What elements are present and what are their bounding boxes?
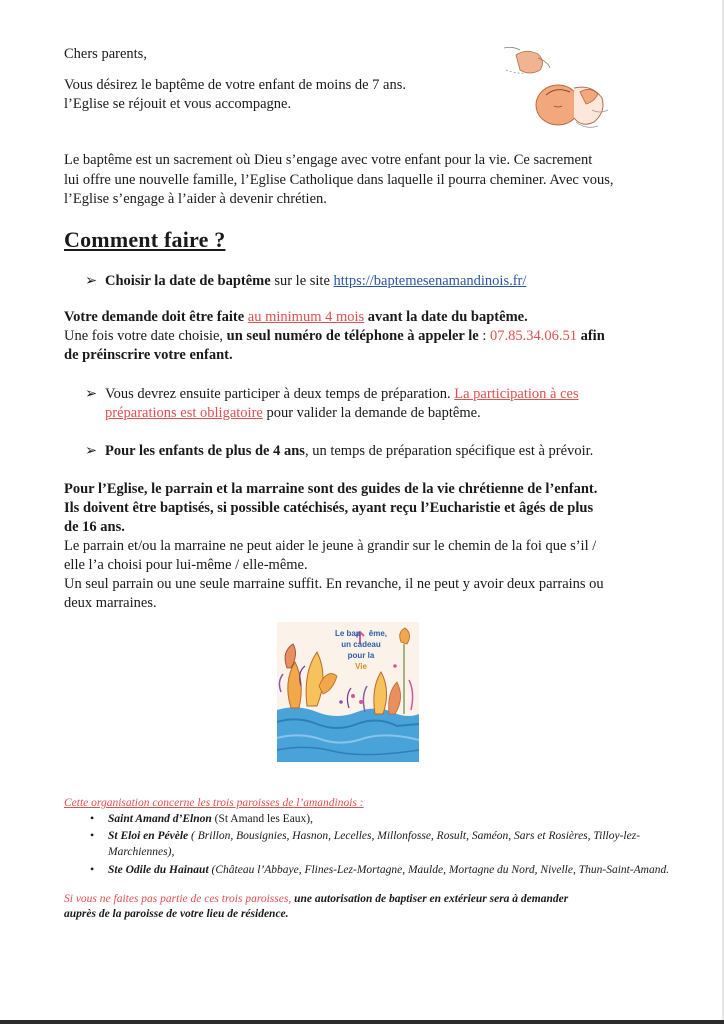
illustration-line-4: Vie bbox=[355, 662, 367, 671]
baby-drawing-icon bbox=[496, 40, 626, 135]
choose-date-rest: sur le site bbox=[270, 273, 334, 289]
older-bold: Pour les enfants de plus de 4 ans bbox=[105, 443, 305, 459]
phone-colon: : bbox=[478, 328, 490, 344]
arrow-bullet-icon: ➢ bbox=[85, 273, 98, 289]
bullet-icon: • bbox=[90, 862, 95, 876]
parish-2-line-2: Marchiennes), bbox=[108, 846, 175, 858]
parish-3 bbox=[108, 863, 684, 878]
parish-3-rest: (Château l’Abbaye, Flines-Lez-Mortagne, Maulde, Mortagne du Nord, Nivelle, Thun-Saint-Amand. bbox=[208, 864, 670, 876]
demand-line bbox=[64, 308, 684, 328]
prep-pre: Vous devrez ensuite participer à deux temps de préparation. bbox=[105, 386, 455, 402]
site-link[interactable]: https://baptemesenamandinois.fr/ bbox=[333, 273, 527, 289]
phone-line-2: de préinscrire votre enfant. bbox=[64, 347, 233, 363]
phone-bold: un seul numéro de téléphone à appeler le bbox=[226, 328, 479, 344]
godparents-line-3: de 16 ans. bbox=[64, 519, 125, 535]
parishes-intro: Cette organisation concerne les trois paroisses de l’amandinois : bbox=[64, 797, 364, 809]
parish-1-rest: (St Amand les Eaux), bbox=[211, 813, 314, 825]
illustration-title bbox=[321, 628, 401, 672]
godparents-line-1: Pour l’Eglise, le parrain et la marraine sont des guides de la vie chrétienne de l’enfant. bbox=[64, 481, 598, 497]
illustration-line-2: un cadeau bbox=[341, 640, 381, 649]
sacrement-line-1: Le baptême est un sacrement où Dieu s’engage avec votre enfant pour la vie. Ce sacrement bbox=[64, 152, 593, 168]
illustration-line-1a: Le bap bbox=[334, 629, 361, 638]
step-preparation-line-2 bbox=[85, 404, 684, 424]
note-red: Si vous ne faites pas partie de ces trois paroisses, bbox=[64, 893, 292, 905]
page-heading: Comment faire ? bbox=[64, 227, 226, 252]
choose-date-bold: Choisir la date de baptême bbox=[105, 273, 271, 289]
parishes-note bbox=[64, 892, 684, 907]
demand-minimum-red: au minimum 4 mois bbox=[247, 309, 365, 325]
bullet-icon: • bbox=[90, 811, 95, 825]
step-choose-date bbox=[85, 272, 684, 292]
sacrement-line-2: lui offre une nouvelle famille, l’Eglise Catholique dans laquelle il pourra cheminer. Avec vous, bbox=[64, 172, 614, 188]
note-bold: une autorisation de baptiser en extérieur sera à demander bbox=[291, 893, 569, 905]
step-older-children bbox=[85, 442, 684, 462]
baby-illustration bbox=[496, 40, 626, 135]
illustration-line-3: pour la bbox=[347, 651, 375, 660]
godparents-line-2: Ils doivent être baptisés, si possible catéchisés, ayant reçu l’Eucharistie et âgés de plus bbox=[64, 500, 594, 516]
greeting: Chers parents, bbox=[64, 46, 147, 62]
bapteme-illustration bbox=[277, 622, 419, 762]
parishes-note-line-2: auprès de la paroisse de votre lieu de résidence. bbox=[64, 908, 289, 920]
godparents-line-7: deux marraines. bbox=[64, 595, 157, 611]
parish-2 bbox=[108, 829, 684, 844]
prep-red-2: préparations est obligatoire bbox=[105, 405, 263, 421]
step-preparation bbox=[85, 385, 684, 405]
sacrement-line-3: l’Eglise s’engage à l’aider à devenir chrétien. bbox=[64, 191, 327, 207]
prep-rest: pour valider la demande de baptême. bbox=[262, 405, 481, 421]
prep-red-1: La participation à ces bbox=[454, 386, 579, 402]
illustration-line-1b: ême, bbox=[368, 629, 387, 638]
intro-line-2: l’Eglise se réjouit et vous accompagne. bbox=[64, 96, 292, 112]
demand-bold-1: Votre demande doit être faite bbox=[64, 309, 248, 325]
phone-line bbox=[64, 327, 684, 347]
intro-line-1: Vous désirez le baptême de votre enfant de moins de 7 ans. bbox=[64, 77, 406, 93]
phone-number[interactable]: 07.85.34.06.51 bbox=[489, 328, 577, 344]
older-rest: , un temps de préparation spécifique est à prévoir. bbox=[304, 443, 594, 459]
parish-1-name: Saint Amand d’Elnon bbox=[108, 813, 212, 825]
godparents-line-6: Un seul parrain ou une seule marraine suffit. En revanche, il ne peut y avoir deux parrains ou bbox=[64, 576, 604, 592]
arrow-bullet-icon: ➢ bbox=[85, 386, 98, 402]
phone-pre: Une fois votre date choisie, bbox=[64, 328, 227, 344]
godparents-line-5: elle l’a choisi pour lui-même / elle-même. bbox=[64, 557, 308, 573]
bullet-icon: • bbox=[90, 828, 95, 842]
parish-2-rest: ( Brillon, Bousignies, Hasnon, Lecelles, Millonfosse, Rosult, Saméon, Sars et Rosières, Tilloy-lez- bbox=[188, 830, 641, 842]
arrow-bullet-icon: ➢ bbox=[85, 443, 98, 459]
demand-bold-2: avant la date du baptême. bbox=[364, 309, 528, 325]
parish-2-name: St Eloi en Pévèle bbox=[108, 830, 189, 842]
phone-bold-2: afin bbox=[576, 328, 605, 344]
parish-1 bbox=[108, 812, 684, 827]
godparents-line-4: Le parrain et/ou la marraine ne peut aider le jeune à grandir sur le chemin de la foi que s’il / bbox=[64, 538, 597, 554]
parish-3-name: Ste Odile du Hainaut bbox=[108, 864, 209, 876]
scan-edge-bottom bbox=[0, 1020, 724, 1024]
